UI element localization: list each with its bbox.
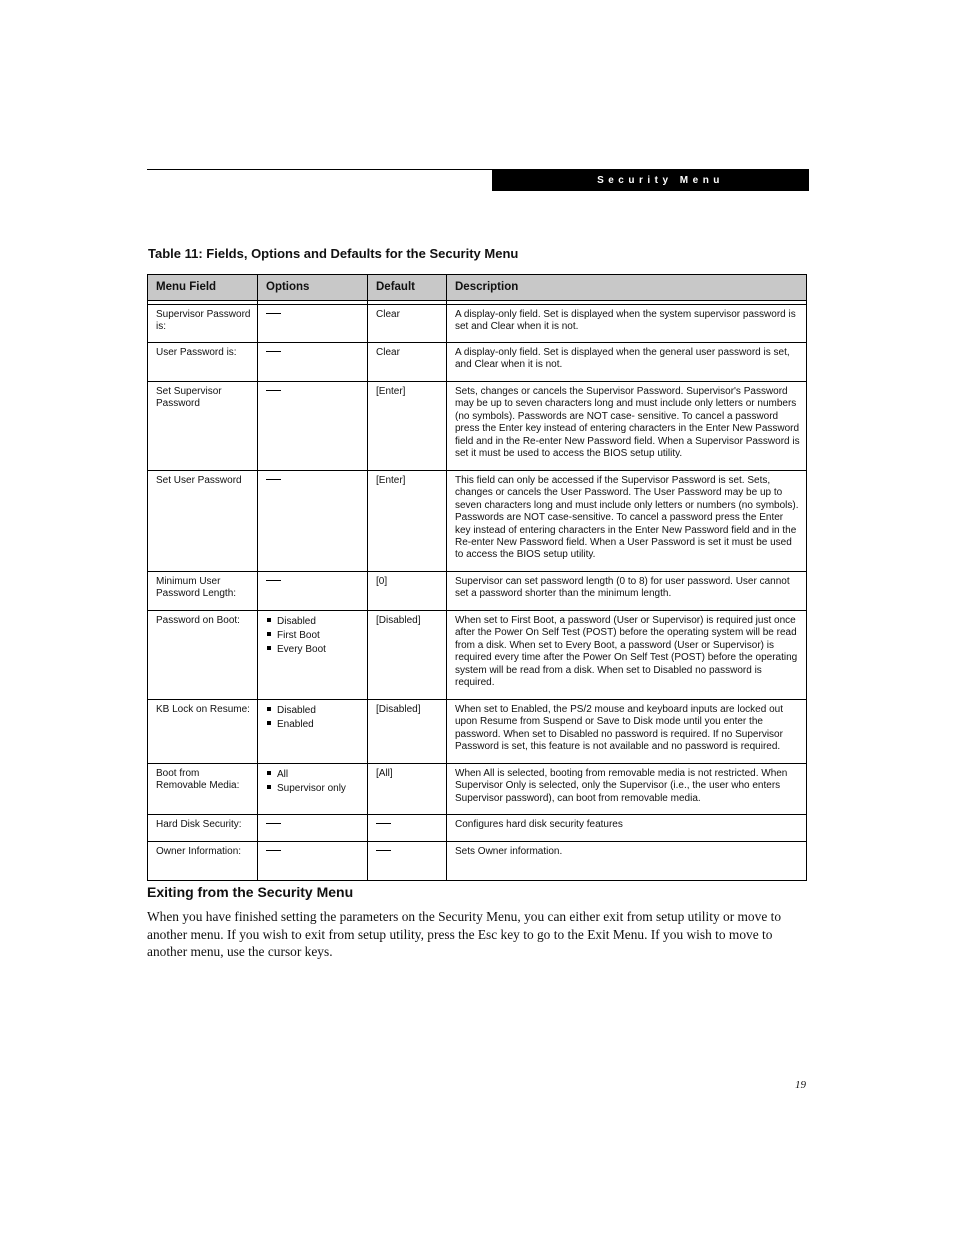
dash-placeholder (376, 823, 391, 824)
row-default: [0] (368, 572, 447, 611)
security-menu-table (147, 274, 807, 881)
section-heading: Exiting from the Security Menu (147, 884, 354, 900)
column-header-options: Options (258, 275, 368, 301)
page-number: 19 (795, 1079, 806, 1091)
table-caption: Table 11: Fields, Options and Defaults for the Security Menu (148, 246, 519, 261)
row-default: [All] (368, 764, 447, 815)
row-field: Set User Password (148, 471, 258, 572)
row-options (258, 700, 368, 764)
column-header-default: Default (368, 275, 447, 301)
table-row (148, 382, 807, 471)
dash-placeholder (266, 580, 281, 581)
dash-placeholder (266, 823, 281, 824)
row-description: Configures hard disk security features (447, 815, 807, 842)
table-row (148, 343, 807, 382)
square-bullet-icon (267, 618, 271, 622)
table-row (148, 471, 807, 572)
table-row (148, 700, 807, 764)
row-options (258, 305, 368, 343)
row-default (368, 842, 447, 881)
option-item: Disabled (266, 615, 361, 629)
row-field: Minimum User Password Length: (148, 572, 258, 611)
square-bullet-icon (267, 707, 271, 711)
dash-placeholder (266, 850, 281, 851)
square-bullet-icon (267, 721, 271, 725)
row-field: Boot from Removable Media: (148, 764, 258, 815)
body-paragraph: When you have finished setting the parameters on the Security Menu, you can either exit from setup utility or move to another menu. If you wish to exit from setup utility, press the Esc key to go to the Exit Menu. If you wish to move to another menu, use the cursor keys. (147, 909, 782, 960)
square-bullet-icon (267, 785, 271, 789)
row-field: Password on Boot: (148, 611, 258, 700)
row-default: [Disabled] (368, 611, 447, 700)
table-row (148, 611, 807, 700)
row-description: When set to Enabled, the PS/2 mouse and keyboard inputs are locked out upon Resume from Suspend or Save to Disk mode until you enter the password. When set to Disabled no password is required. If no Supervisor Password is set, this feature is not available and no password is required. (447, 700, 807, 764)
row-default: Clear (368, 305, 447, 343)
table-row (148, 305, 807, 343)
row-description: A display-only field. Set is displayed when the system supervisor password is set and Clear when it is not. (447, 305, 807, 343)
row-description: Sets Owner information. (447, 842, 807, 881)
square-bullet-icon (267, 771, 271, 775)
section-header-bar (492, 169, 809, 191)
option-item: All (266, 768, 361, 782)
row-description: Sets, changes or cancels the Supervisor Password. Supervisor's Password may be up to seven characters long and must include only letters or numbers (no symbols). Passwords are NOT case- sensitive. To cancel a password press the Enter key instead of entering characters in the Enter New Password field and in the Re-enter New Password field. When a Supervisor Password is set it must be used to access the BIOS setup utility. (447, 382, 807, 471)
table-header-row (148, 275, 807, 301)
square-bullet-icon (267, 632, 271, 636)
row-description: Supervisor can set password length (0 to 8) for user password. User cannot set a password shorter than the minimum length. (447, 572, 807, 611)
table-row (148, 815, 807, 842)
row-options (258, 343, 368, 382)
row-field: Hard Disk Security: (148, 815, 258, 842)
table-row (148, 842, 807, 881)
row-description: This field can only be accessed if the Supervisor Password is set. Sets, changes or cancels the User Password. The User Password may be up to seven characters long and must include only letters or numbers (no symbols). Passwords are NOT case-sensitive. To cancel a password press the Enter key instead of entering characters in the Enter New Password field and in the Re-enter New Password field. When a User Password is set it must be used to access the BIOS setup utility. (447, 471, 807, 572)
row-field: Supervisor Password is: (148, 305, 258, 343)
row-field: User Password is: (148, 343, 258, 382)
row-options (258, 611, 368, 700)
row-default: [Enter] (368, 382, 447, 471)
row-options (258, 471, 368, 572)
square-bullet-icon (267, 646, 271, 650)
row-field: Set Supervisor Password (148, 382, 258, 471)
row-options (258, 572, 368, 611)
row-description: A display-only field. Set is displayed when the general user password is set, and Clear when it is not. (447, 343, 807, 382)
table-row (148, 572, 807, 611)
header-rule (147, 169, 492, 170)
option-item: First Boot (266, 629, 361, 643)
row-description: When All is selected, booting from removable media is not restricted. When Supervisor Only is selected, only the Supervisor (i.e., the user who enters Supervisor password), can boot from removable media. (447, 764, 807, 815)
column-header-menu-field: Menu Field (148, 275, 258, 301)
dash-placeholder (266, 351, 281, 352)
row-default: [Enter] (368, 471, 447, 572)
row-default: Clear (368, 343, 447, 382)
option-item: Every Boot (266, 643, 361, 657)
row-options (258, 382, 368, 471)
dash-placeholder (266, 313, 281, 314)
row-default: [Disabled] (368, 700, 447, 764)
row-options (258, 842, 368, 881)
table-row (148, 764, 807, 815)
dash-placeholder (266, 390, 281, 391)
dash-placeholder (376, 850, 391, 851)
option-item: Disabled (266, 704, 361, 718)
option-item: Enabled (266, 718, 361, 732)
section-header-title: Security Menu (597, 174, 724, 186)
dash-placeholder (266, 479, 281, 480)
row-options (258, 764, 368, 815)
option-item: Supervisor only (266, 782, 361, 796)
row-field: KB Lock on Resume: (148, 700, 258, 764)
column-header-description: Description (447, 275, 807, 301)
row-field: Owner Information: (148, 842, 258, 881)
row-options (258, 815, 368, 842)
row-description: When set to First Boot, a password (User or Supervisor) is required just once after the Power On Self Test (POST) before the operating system will be read from a disk. When set to Every Boot, a password (User or Supervisor) is required every time after the Power On Self Test (POST) before the operating system will be read from a disk. When set to Disabled no password is required. (447, 611, 807, 700)
row-default (368, 815, 447, 842)
